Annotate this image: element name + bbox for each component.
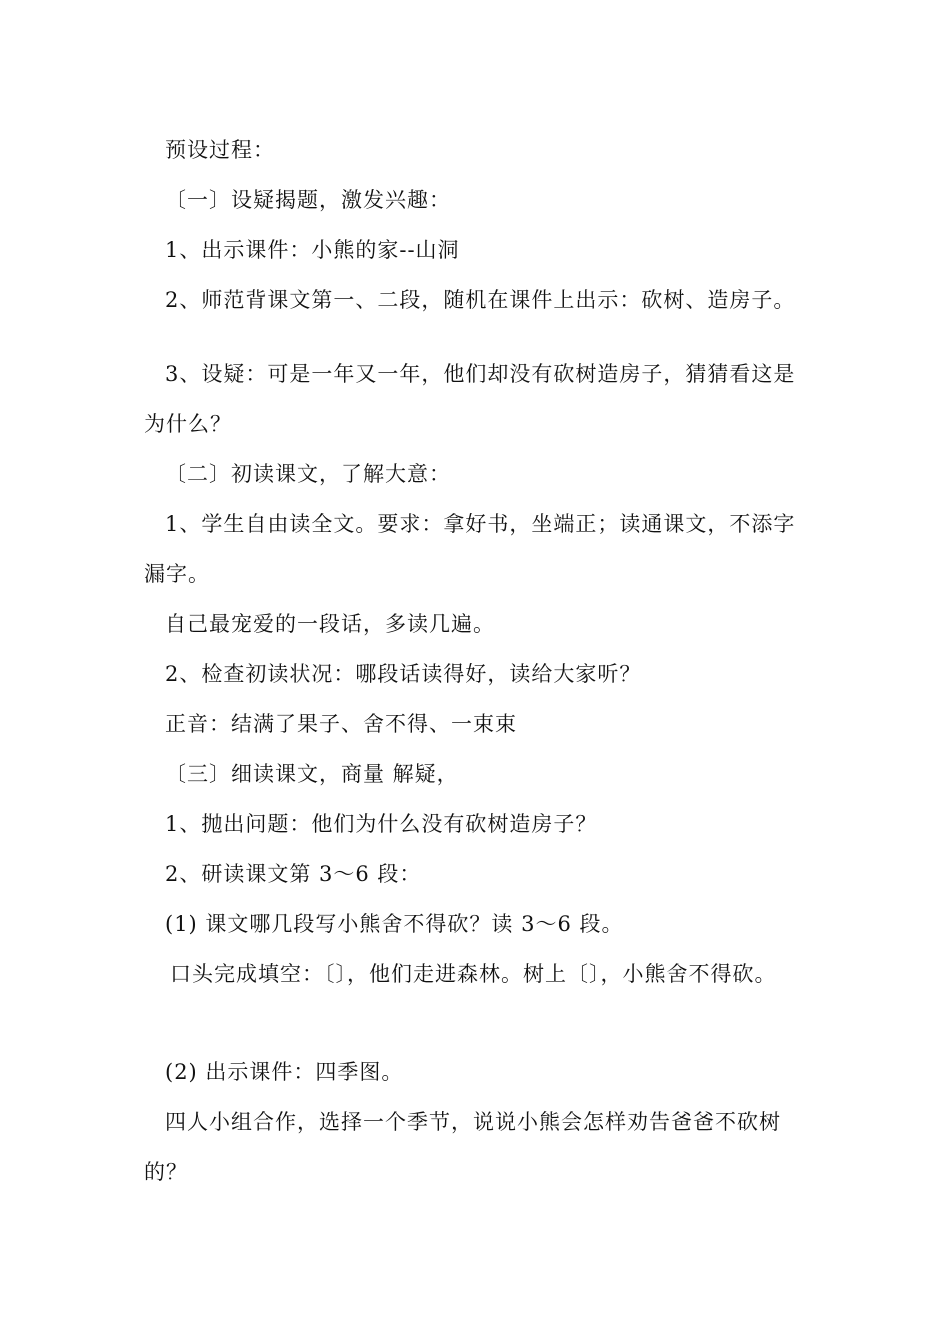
text-line: 自己最宠爱的一段话，多读几遍。 bbox=[165, 612, 495, 636]
section-heading: 〔二〕初读课文，了解大意： bbox=[165, 462, 451, 486]
text-line: 2、检查初读状况：哪段话读得好，读给大家听？ bbox=[165, 662, 642, 686]
text-line: 1、学生自由读全文。要求：拿好书，坐端正；读通课文，不添字 bbox=[165, 512, 796, 536]
section-heading: 〔一〕设疑揭题，激发兴趣： bbox=[165, 188, 451, 212]
text-line: 漏字。 bbox=[144, 562, 210, 586]
text-line: 预设过程： bbox=[165, 138, 275, 162]
text-line: 为什么？ bbox=[144, 412, 232, 436]
text-line: 四人小组合作，选择一个季节，说说小熊会怎样劝告爸爸不砍树 bbox=[165, 1110, 781, 1134]
text-line: 2、研读课文第 3～6 段： bbox=[165, 862, 422, 886]
text-line: 2、师范背课文第一、二段，随机在课件上出示：砍树、造房子。 bbox=[165, 288, 796, 312]
text-line: (1) 课文哪几段写小熊舍不得砍？读 3～6 段。 bbox=[165, 912, 624, 936]
text-line: 3、设疑：可是一年又一年，他们却没有砍树造房子，猜猜看这是 bbox=[165, 362, 796, 386]
text-line: 口头完成填空：〔〕，他们走进森林。树上〔〕，小熊舍不得砍。 bbox=[170, 962, 777, 986]
section-heading: 〔三〕细读课文，商量 解疑， bbox=[165, 762, 459, 786]
text-line: 1、出示课件：小熊的家--山洞 bbox=[165, 238, 460, 262]
text-line: (2) 出示课件：四季图。 bbox=[165, 1060, 404, 1084]
text-line: 的？ bbox=[144, 1160, 188, 1184]
text-line: 1、抛出问题：他们为什么没有砍树造房子？ bbox=[165, 812, 598, 836]
text-line: 正音：结满了果子、舍不得、一束束 bbox=[165, 712, 517, 736]
